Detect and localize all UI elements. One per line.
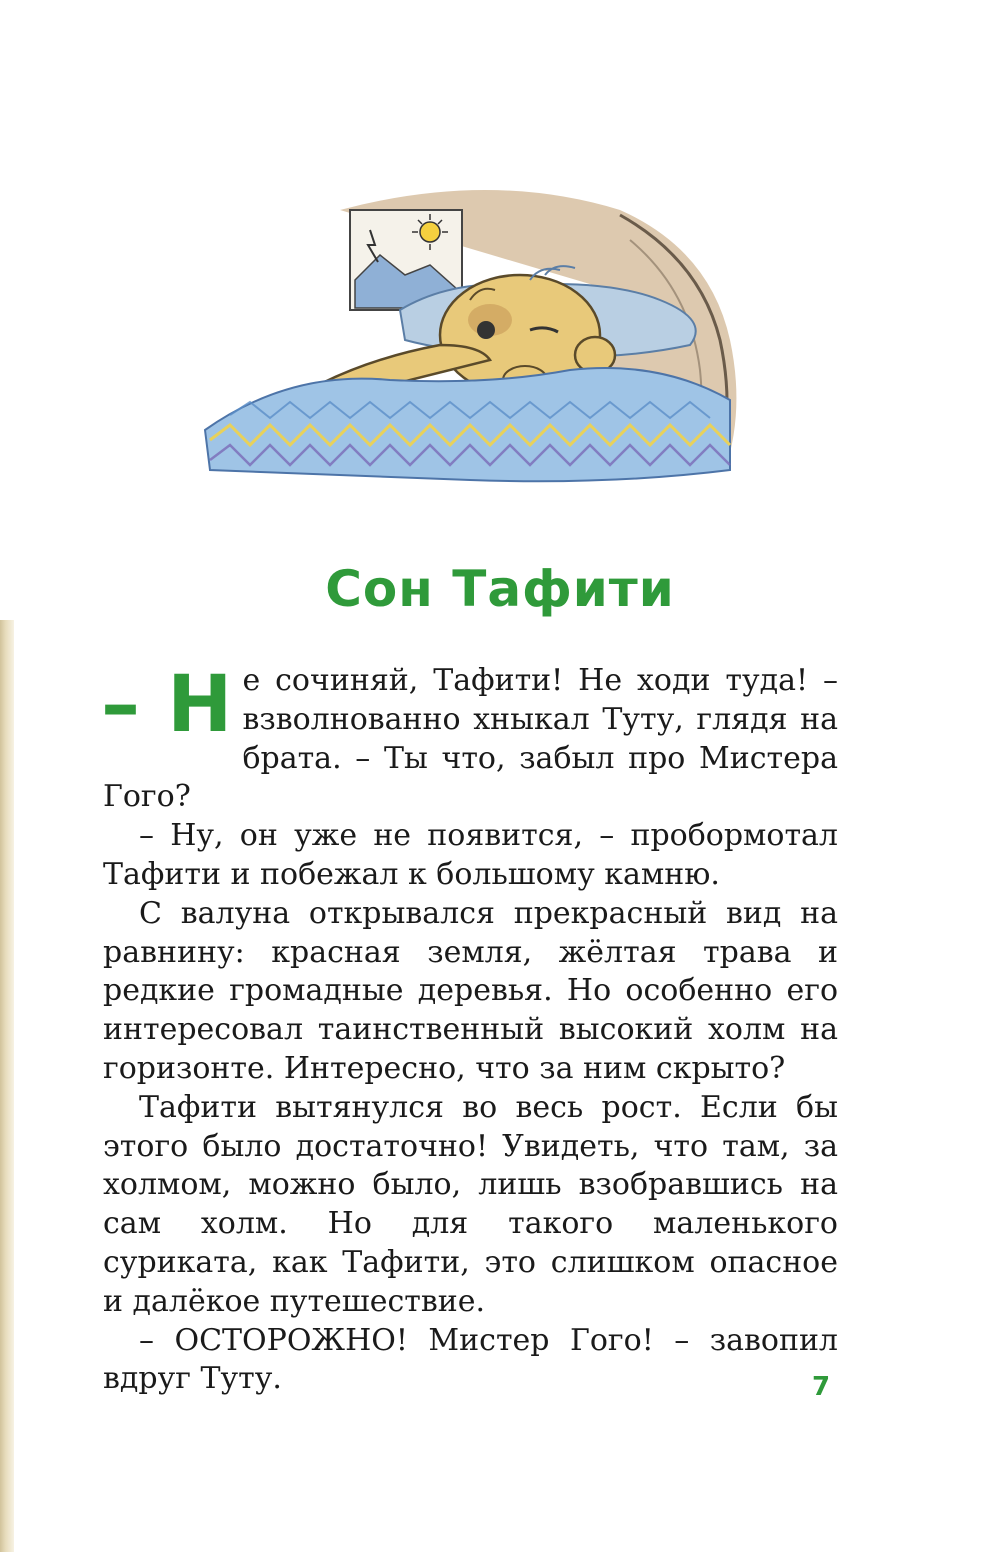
page-number: 7 bbox=[812, 1372, 831, 1402]
chapter-title: Сон Тафити bbox=[325, 560, 675, 618]
drop-cap: – Н bbox=[101, 660, 233, 750]
paragraph: – Ну, он уже не появится, – пробормотал Тафити и побежал к большому камню. bbox=[103, 818, 838, 892]
paragraph: С валуна открывался прекрасный вид на равнину: красная земля, жёлтая трава и редкие громадные деревья. Но особенно его интересовал таинственный высокий холм на горизонте. Интересно, что за ним скрыто? bbox=[103, 895, 838, 1086]
sleeping-meerkat-illustration bbox=[190, 170, 750, 520]
paragraph-text: е сочиняй, Тафити! Не ходи туда! – взволнованно хныкал Туту, глядя на брата. – Ты что, забыл про Мистера Гого? bbox=[103, 663, 838, 815]
page-edge-decoration bbox=[0, 620, 14, 1552]
paragraph: Тафити вытянулся во весь рост. Если бы этого было достаточно! Увидеть, что там, за холмом, можно было, лишь взобравшись на сам холм. Но для такого маленького суриката, как Тафити, это слишком опасное и далёкое путешествие. bbox=[103, 1089, 838, 1319]
paragraph bbox=[103, 662, 838, 817]
paragraph: – ОСТОРОЖНО! Мистер Гого! – завопил вдруг Туту. bbox=[103, 1322, 838, 1397]
chapter-body bbox=[103, 662, 838, 1399]
